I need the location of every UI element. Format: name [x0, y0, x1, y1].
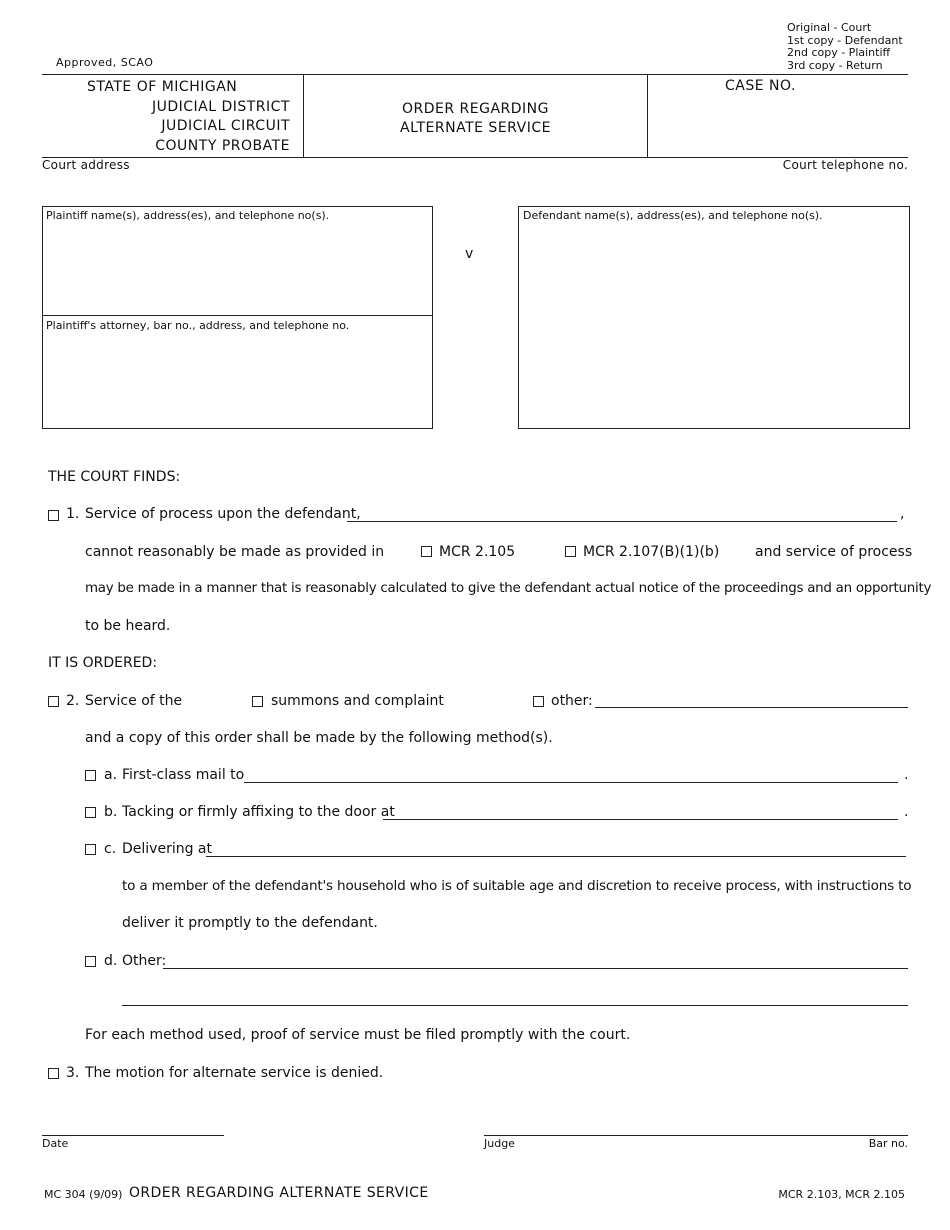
summons-label: summons and complaint — [271, 693, 444, 709]
item1-text: Service of process upon the defendant, — [85, 506, 361, 522]
versus-label: v — [465, 246, 474, 262]
judge-signature-line[interactable] — [484, 1135, 908, 1136]
item1-line2-end: and service of process — [755, 544, 913, 560]
header-top-rule — [42, 74, 908, 75]
mcr-2107-label: MCR 2.107(B)(1)(b) — [583, 544, 720, 560]
form-title-line1: ORDER REGARDING — [401, 101, 549, 117]
county-probate: COUNTY PROBATE — [155, 137, 290, 154]
item2-text: Service of the — [85, 693, 183, 709]
form-title-line2: ALTERNATE SERVICE — [400, 120, 551, 136]
method-d-checkbox[interactable] — [85, 956, 96, 967]
court-finds-heading: THE COURT FINDS: — [48, 469, 181, 485]
court-names — [60, 78, 290, 156]
date-label: Date — [42, 1137, 69, 1150]
proof-of-service-note: For each method used, proof of service must be filed promptly with the court. — [85, 1027, 631, 1043]
other-method-line-2[interactable] — [122, 1005, 908, 1006]
judicial-circuit: JUDICIAL CIRCUIT — [161, 118, 290, 134]
header-divider-2 — [647, 75, 648, 158]
plaintiff-box-divider — [42, 315, 432, 316]
other-document-checkbox[interactable] — [533, 696, 544, 707]
item2-number: 2. — [66, 693, 80, 709]
other-method-line-1[interactable] — [163, 968, 908, 969]
judicial-district: JUDICIAL DISTRICT — [151, 98, 290, 115]
state-name: STATE OF MICHIGAN — [87, 79, 238, 95]
method-c-line3: deliver it promptly to the defendant. — [122, 915, 378, 931]
other-document-line[interactable] — [595, 707, 908, 708]
header-bottom-rule — [42, 157, 908, 158]
item2-line2: and a copy of this order shall be made by the following method(s). — [85, 730, 553, 746]
method-d-letter: d. — [104, 953, 118, 969]
method-b-letter: b. — [104, 804, 118, 820]
door-address-line[interactable] — [383, 819, 898, 820]
method-a-checkbox[interactable] — [85, 770, 96, 781]
method-b-text: Tacking or firmly affixing to the door at — [122, 804, 395, 820]
plaintiff-label: Plaintiff name(s), address(es), and telephone no(s). — [46, 209, 330, 222]
bar-number-label: Bar no. — [868, 1137, 908, 1150]
mcr-2105-checkbox[interactable] — [421, 546, 432, 557]
method-c-letter: c. — [104, 841, 117, 857]
case-number-label: CASE NO. — [725, 78, 796, 94]
method-a-text: First-class mail to — [122, 767, 245, 783]
item2-checkbox[interactable] — [48, 696, 59, 707]
copy-first: 1st copy - Defendant — [787, 33, 903, 47]
delivery-address-line[interactable] — [206, 856, 906, 857]
court-address-label: Court address — [42, 158, 130, 172]
judge-label: Judge — [484, 1137, 515, 1150]
method-c-line2: to a member of the defendant's household who is of suitable age and discretion to receive process, with instructions to — [122, 878, 912, 894]
item1-line2: cannot reasonably be made as provided in — [85, 544, 385, 560]
other-document-label: other: — [551, 693, 593, 709]
defendant-label: Defendant name(s), address(es), and telephone no(s). — [523, 209, 823, 222]
item1-line4: to be heard. — [85, 618, 171, 634]
mcr-2107-checkbox[interactable] — [565, 546, 576, 557]
copy-distribution — [787, 22, 903, 72]
mail-address-line[interactable] — [244, 782, 898, 783]
court-phone-label: Court telephone no. — [782, 158, 908, 172]
item3-checkbox[interactable] — [48, 1068, 59, 1079]
item3-number: 3. — [66, 1065, 80, 1081]
method-b-period: . — [904, 804, 909, 820]
court-rules: MCR 2.103, MCR 2.105 — [778, 1188, 905, 1201]
item3-text: The motion for alternate service is denied. — [85, 1065, 384, 1081]
method-b-checkbox[interactable] — [85, 807, 96, 818]
defendant-name-line[interactable] — [347, 521, 897, 522]
item1-line3: may be made in a manner that is reasonably calculated to give the defendant actual notice of the proceedings and an opportunity — [85, 581, 932, 596]
ordered-heading: IT IS ORDERED: — [48, 655, 158, 671]
plaintiff-box[interactable] — [42, 206, 433, 429]
copy-second: 2nd copy - Plaintiff — [787, 46, 891, 59]
form-number: MC 304 (9/09) — [44, 1188, 123, 1201]
method-d-text: Other: — [122, 953, 167, 969]
item1-number: 1. — [66, 506, 80, 522]
item1-comma: , — [900, 506, 905, 522]
mcr-2105-label: MCR 2.105 — [439, 544, 516, 560]
footer-form-title: ORDER REGARDING ALTERNATE SERVICE — [129, 1185, 429, 1201]
method-c-text: Delivering at — [122, 841, 212, 857]
defendant-box[interactable] — [518, 206, 910, 429]
date-line[interactable] — [42, 1135, 224, 1136]
copy-original: Original - Court — [787, 21, 872, 34]
method-c-checkbox[interactable] — [85, 844, 96, 855]
item1-checkbox[interactable] — [48, 510, 59, 521]
approved-label: Approved, SCAO — [56, 56, 154, 69]
summons-checkbox[interactable] — [252, 696, 263, 707]
method-a-period: . — [904, 767, 909, 783]
attorney-label: Plaintiff's attorney, bar no., address, and telephone no. — [46, 319, 350, 332]
method-a-letter: a. — [104, 767, 118, 783]
form-title — [304, 100, 647, 138]
copy-third: 3rd copy - Return — [787, 58, 883, 72]
